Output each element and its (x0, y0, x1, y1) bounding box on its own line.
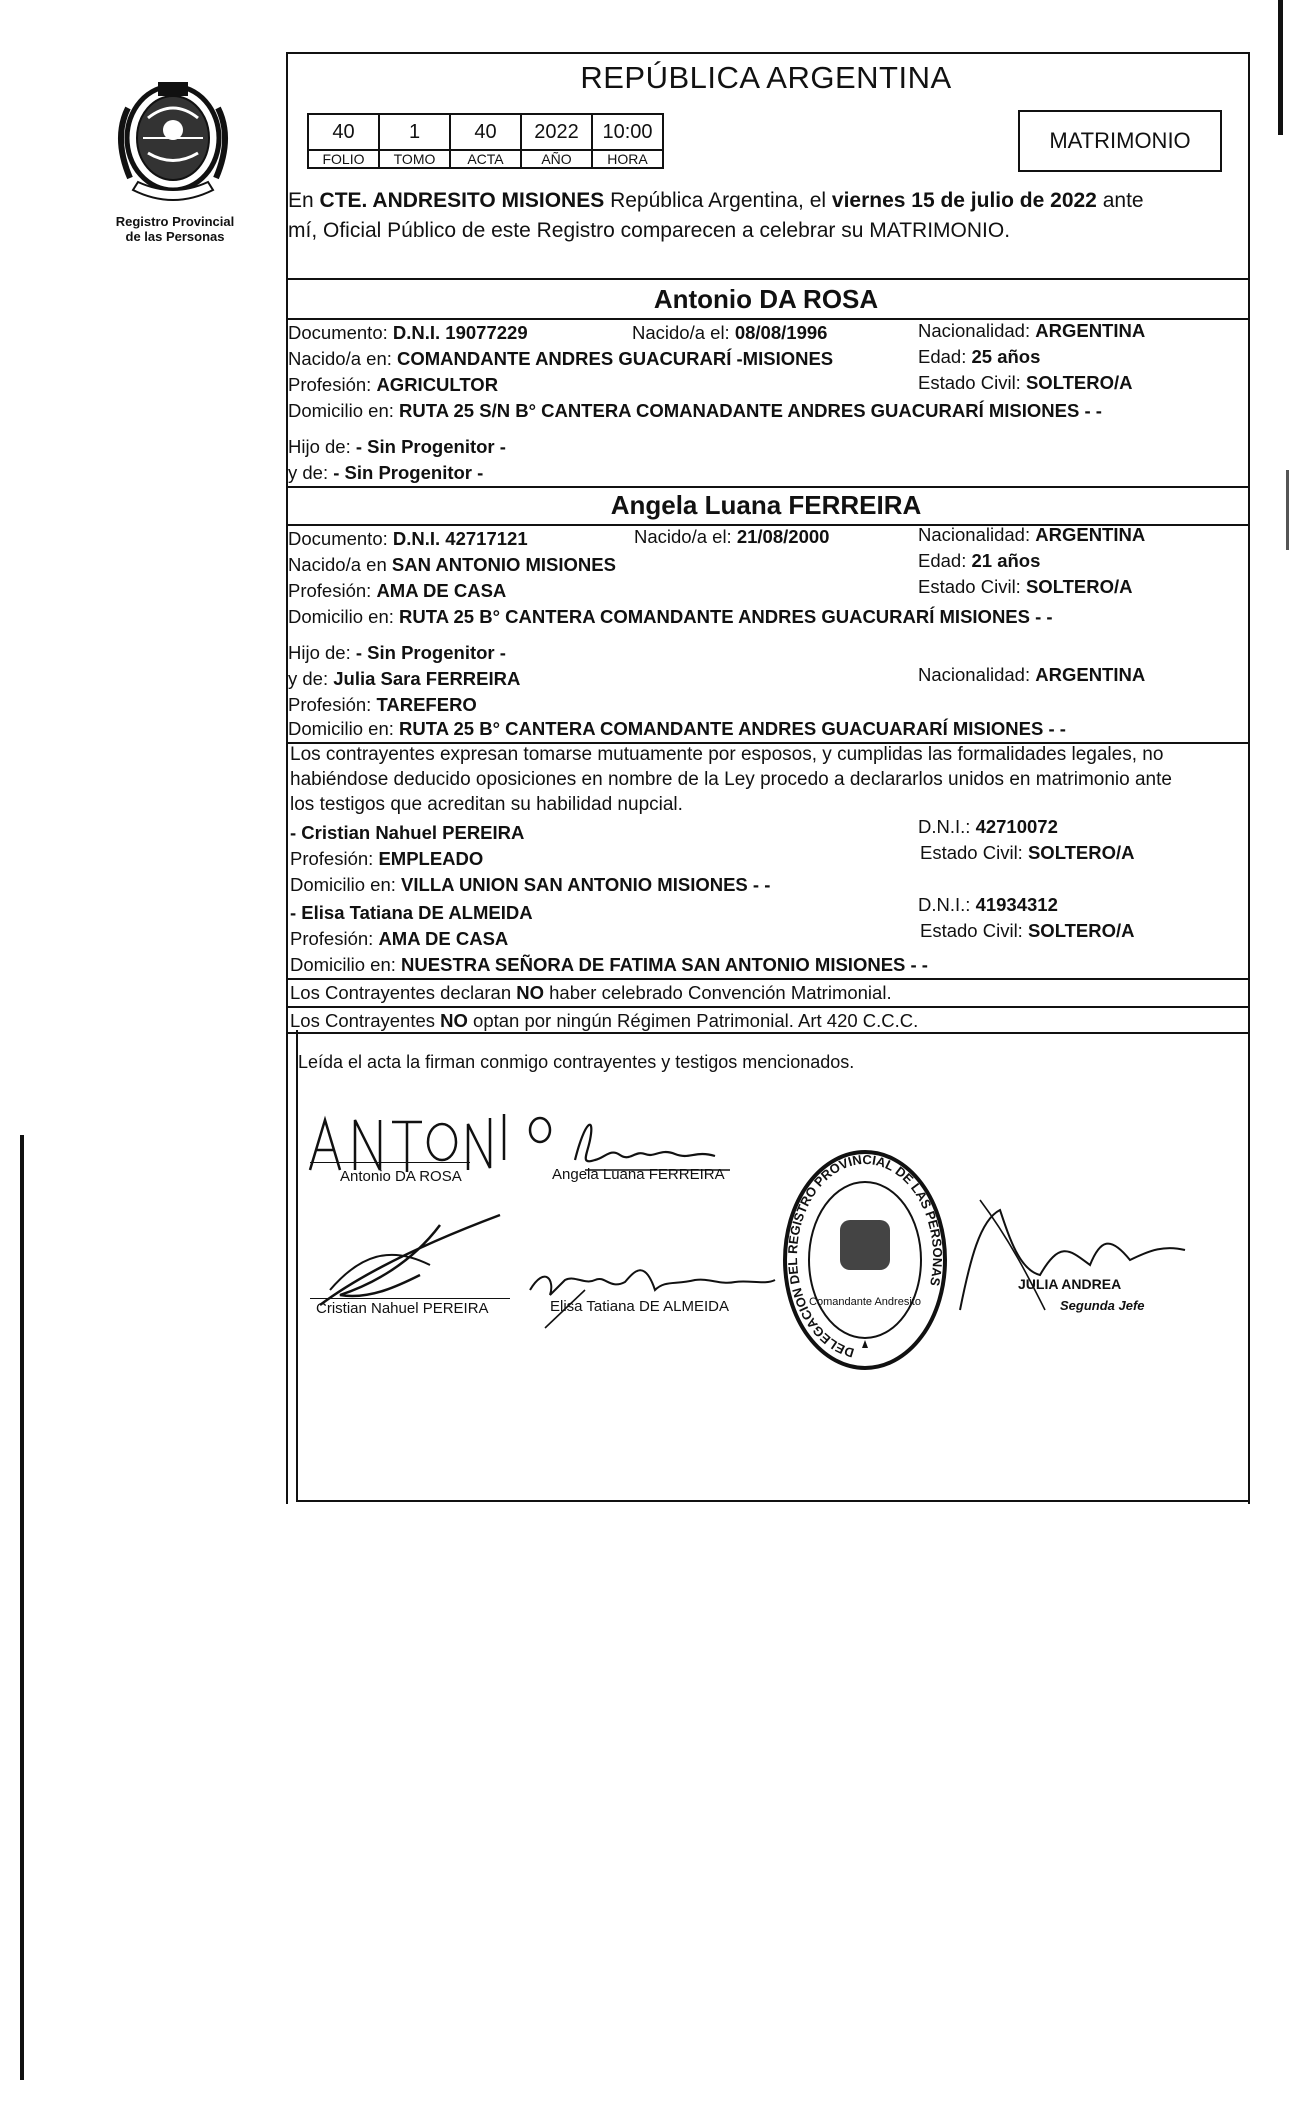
spouse2-document: Documento: D.N.I. 42717121 (288, 528, 528, 549)
witness2-signature-name: Elisa Tatiana DE ALMEIDA (550, 1298, 729, 1315)
groom-signature-name: Antonio DA ROSA (340, 1168, 462, 1185)
document-type-box: MATRIMONIO (1018, 110, 1222, 172)
acta-value: 40 (450, 114, 521, 150)
scan-edge-right-mark (1286, 470, 1289, 550)
stamp-center-text: Comandante Andresito (809, 1296, 921, 1308)
ceremony-date: viernes 15 de julio de 2022 (831, 189, 1097, 212)
spouse1-birthdate: Nacido/a el: 08/08/1996 (632, 322, 828, 343)
signature-line (310, 1298, 510, 1299)
tomo-label: TOMO (379, 150, 450, 168)
registration-table (307, 113, 664, 169)
witness1-dni: D.N.I.: 42710072 (918, 816, 1058, 837)
anio-value: 2022 (521, 114, 592, 150)
spouse2-civil-status: Estado Civil: SOLTERO/A (918, 576, 1133, 597)
spouse2-age: Edad: 21 años (918, 550, 1041, 571)
signature-line (310, 1162, 470, 1163)
intro-line1: En CTE. ANDRESITO MISIONES República Argentina, el viernes 15 de julio de 2022 ante (288, 189, 1144, 212)
witness2-civil-status: Estado Civil: SOLTERO/A (920, 920, 1135, 941)
acta-label: ACTA (450, 150, 521, 168)
spouse2-mother-nationality: Nacionalidad: ARGENTINA (918, 664, 1146, 685)
spouse2-birthplace: Nacido/a en SAN ANTONIO MISIONES (288, 554, 616, 575)
scan-edge-left (20, 1135, 24, 2080)
folio-label: FOLIO (308, 150, 379, 168)
witness2-dni: D.N.I.: 41934312 (918, 894, 1058, 915)
divider (286, 978, 1248, 980)
declaration-line3: los testigos que acreditan su habilidad nupcial. (290, 794, 683, 815)
tomo-value: 1 (379, 114, 450, 150)
official-name: JULIA ANDREA (1018, 1276, 1122, 1292)
divider (286, 1032, 1248, 1034)
logo-caption-line2: de las Personas (125, 229, 225, 244)
ceremony-place: CTE. ANDRESITO MISIONES (319, 189, 605, 212)
spouse1-address: Domicilio en: RUTA 25 S/N B° CANTERA COMANADANTE ANDRES GUACURARÍ MISIONES - - (288, 400, 1102, 421)
witness2-name: - Elisa Tatiana DE ALMEIDA (290, 902, 533, 923)
spouse1-father: Hijo de: - Sin Progenitor - (288, 436, 506, 457)
witness1-civil-status: Estado Civil: SOLTERO/A (920, 842, 1135, 863)
declaration-line2: habiéndose deducido oposiciones en nombre de la Ley procedo a declararlos unidos en matrimonio ante (290, 769, 1172, 790)
hora-label: HORA (592, 150, 663, 168)
official-title: Segunda Jefe (1060, 1298, 1145, 1313)
spouse1-mother: y de: - Sin Progenitor - (288, 462, 484, 483)
spouse1-age: Edad: 25 años (918, 346, 1041, 367)
registro-provincial-logo (108, 78, 238, 210)
spouse1-nationality: Nacionalidad: ARGENTINA (918, 320, 1146, 341)
spouse2-address: Domicilio en: RUTA 25 B° CANTERA COMANDANTE ANDRES GUACURARÍ MISIONES - - (288, 606, 1053, 627)
spouse2-mother: y de: Julia Sara FERREIRA (288, 668, 521, 689)
stamp-ring-text: DELEGACION DEL REGISTRO PROVINCIAL DE LAS PERSONAS (785, 1151, 946, 1361)
anio-label: AÑO (521, 150, 592, 168)
document-title: REPÚBLICA ARGENTINA (580, 60, 952, 95)
divider (286, 278, 1248, 280)
witness1-address: Domicilio en: VILLA UNION SAN ANTONIO MISIONES - - (290, 874, 771, 895)
intro-line2: mí, Oficial Público de este Registro comparecen a celebrar su MATRIMONIO. (288, 219, 1011, 242)
declaration-paragraph (290, 742, 1245, 817)
spouse1-profession: Profesión: AGRICULTOR (288, 374, 499, 395)
spouse1-name: Antonio DA ROSA (653, 284, 879, 314)
declaration-line1: Los contrayentes expresan tomarse mutuamente por esposos, y cumplidas las formalidades legales, no (290, 744, 1164, 765)
folio-value: 40 (308, 114, 379, 150)
logo-caption-line1: Registro Provincial (115, 214, 235, 229)
witness1-name: - Cristian Nahuel PEREIRA (290, 822, 525, 843)
spouse2-name: Angela Luana FERREIRA (610, 490, 922, 520)
spouse2-father: Hijo de: - Sin Progenitor - (288, 642, 506, 663)
witness1-signature-name: Cristian Nahuel PEREIRA (316, 1300, 489, 1317)
witness2-profession: Profesión: AMA DE CASA (290, 928, 509, 949)
scan-edge-right (1278, 0, 1283, 135)
spouse2-birthdate: Nacido/a el: 21/08/2000 (634, 526, 830, 547)
witness2-address: Domicilio en: NUESTRA SEÑORA DE FATIMA SAN ANTONIO MISIONES - - (290, 954, 928, 975)
divider (286, 1006, 1248, 1008)
spouse2-mother-profession: Profesión: TAREFERO (288, 694, 477, 715)
convention-line2: Los Contrayentes NO optan por ningún Régimen Patrimonial. Art 420 C.C.C. (290, 1010, 919, 1031)
bride-signature-name: Angela Luana FERREIRA (552, 1166, 725, 1183)
spouse2-profession: Profesión: AMA DE CASA (288, 580, 507, 601)
hora-value: 10:00 (592, 114, 663, 150)
logo-caption (90, 214, 260, 244)
spouse2-nationality: Nacionalidad: ARGENTINA (918, 524, 1146, 545)
intro-paragraph (288, 186, 1243, 246)
official-stamp (780, 1145, 950, 1375)
divider (286, 486, 1248, 488)
witness2-signature (525, 1250, 785, 1330)
convention-line1: Los Contrayentes declaran NO haber celebrado Convención Matrimonial. (290, 982, 892, 1003)
closing-statement: Leída el acta la firman conmigo contrayentes y testigos mencionados. (298, 1052, 855, 1072)
spouse2-mother-address: Domicilio en: RUTA 25 B° CANTERA COMANDANTE ANDRES GUACUARARÍ MISIONES - - (288, 718, 1066, 739)
spouse1-birthplace: Nacido/a en: COMANDANTE ANDRES GUACURARÍ -MISIONES (288, 348, 834, 369)
spouse1-document: Documento: D.N.I. 19077229 (288, 322, 528, 343)
witness1-profession: Profesión: EMPLEADO (290, 848, 484, 869)
spouse1-civil-status: Estado Civil: SOLTERO/A (918, 372, 1133, 393)
